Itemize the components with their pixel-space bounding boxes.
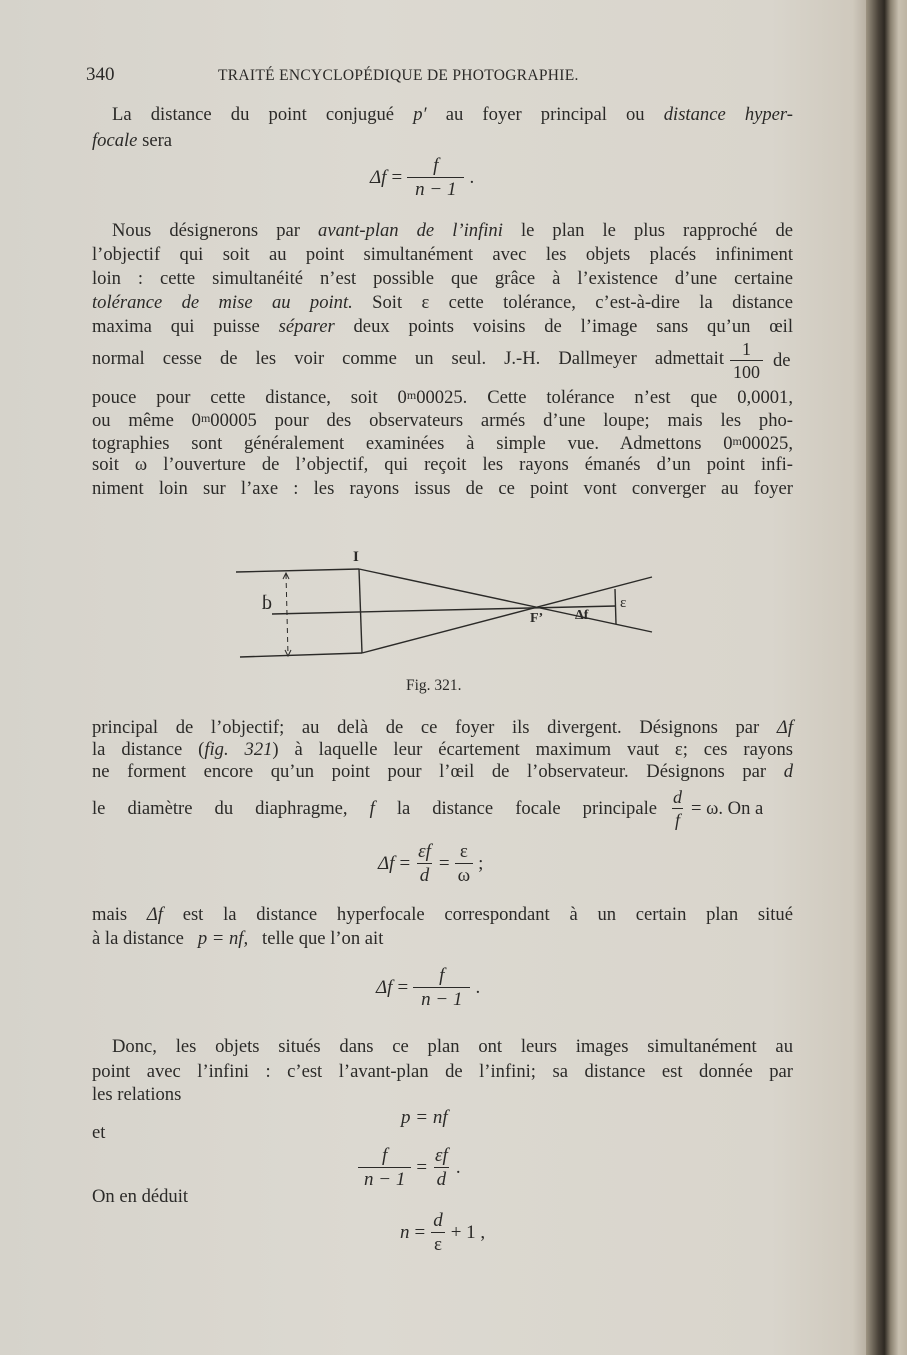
converging-ray-lower: [362, 577, 652, 653]
text-run: 00005 pour des observateurs armés d’une loupe; mais les pho-: [210, 410, 793, 431]
text-run: la distance focale principale: [374, 798, 657, 819]
numerator: 1: [742, 339, 751, 359]
page-edge-shadow: [866, 0, 907, 1355]
diameter-arrow: [286, 574, 288, 655]
lens-line: [359, 569, 362, 653]
formula-lhs: Δf: [370, 166, 387, 188]
lower-ray: [240, 653, 362, 657]
numerator: f: [433, 155, 439, 176]
formula-lhs: Δf: [378, 852, 395, 874]
label-diameter: d: [262, 592, 272, 614]
text-run: Nous désignerons par: [112, 220, 319, 241]
text-run: ou même 0: [92, 410, 201, 431]
formula-equals: =: [416, 1156, 428, 1178]
text-run: telle que l’on ait: [248, 928, 384, 949]
text-run: de: [773, 349, 791, 371]
text-run: = ω. On a: [691, 797, 764, 819]
label-lens: I: [353, 549, 359, 565]
figure-caption: Fig. 321.: [406, 677, 462, 694]
denominator: d: [417, 863, 433, 885]
text-run: l’objectif qui soit au point simultanément avec les objets placés infiniment: [92, 244, 793, 265]
text-line: [92, 1061, 793, 1083]
text-line: [92, 454, 793, 476]
fraction: [407, 156, 464, 199]
converging-ray-upper: [359, 569, 652, 632]
text-run: principal de l’objectif; au delà de ce foyer ils divergent. Désignons par: [92, 717, 777, 738]
fraction-inline: [730, 340, 791, 381]
formula-n: [400, 1211, 485, 1254]
text-run: p′: [413, 104, 427, 125]
formula-lhs: n: [400, 1221, 410, 1243]
text-run: Δf: [146, 904, 163, 925]
text-run: Soit ε cette tolérance, c’est-à-dire la distance: [352, 292, 793, 313]
text-line: [92, 407, 793, 429]
epsilon-bar: [615, 589, 616, 624]
numerator: f: [382, 1145, 388, 1166]
text-run: avant-plan de l’infini: [318, 220, 503, 241]
text-run: normal cesse de les voir comme un seul. J.-H. Dallmeyer admettait: [92, 348, 724, 369]
text-line: [92, 130, 172, 152]
text-run: f: [369, 798, 375, 819]
text-line: [92, 430, 793, 452]
formula-p-nf: p = nf: [401, 1107, 448, 1128]
text-run: tolérance de mise au point.: [92, 292, 353, 313]
numerator: d: [433, 1210, 443, 1231]
text-run: deux points voisins de l’image sans qu’un œil: [334, 316, 793, 337]
text-line: [112, 1036, 793, 1058]
text-run: au foyer principal ou: [426, 104, 664, 125]
text-line: [112, 220, 793, 242]
formula-relation: [358, 1146, 461, 1189]
numerator: εf: [418, 841, 431, 862]
text-line: [92, 268, 793, 290]
fraction: [430, 1211, 446, 1254]
text-run: la distance (: [92, 739, 205, 760]
text-line: On en déduit: [92, 1186, 189, 1207]
numerator: f: [439, 965, 445, 986]
numerator: d: [673, 787, 682, 807]
text-run: séparer: [278, 316, 335, 337]
formula-equals: =: [397, 976, 409, 998]
text-line: [92, 478, 793, 500]
running-title: TRAITÉ ENCYCLOPÉDIQUE DE PHOTOGRAPHIE.: [218, 67, 579, 84]
text-run: est la distance hyperfocale correspondant à un certain plan situé: [162, 904, 793, 925]
text-run: les relations: [92, 1084, 182, 1105]
denominator: n − 1: [413, 987, 470, 1009]
text-run: focale: [92, 130, 138, 151]
numerator: εf: [435, 1145, 448, 1166]
text-run: le diamètre du diaphragme,: [92, 798, 370, 819]
denominator: d: [434, 1167, 450, 1189]
text-run: tographies sont généralement examinées à simple vue. Admettons 0: [92, 433, 733, 454]
text-run: sera: [137, 130, 173, 151]
text-run: m: [732, 434, 742, 448]
formula-equals: =: [391, 166, 403, 188]
denominator: ε: [431, 1232, 445, 1254]
text-run: p = nf,: [197, 928, 249, 949]
text-run: d: [783, 761, 793, 782]
text-line: [92, 244, 793, 266]
label-focus: F’: [530, 611, 544, 626]
text-line: et: [92, 1122, 106, 1143]
formula-lhs: Δf: [376, 976, 393, 998]
text-run: m: [406, 388, 417, 402]
formula-end: .: [469, 166, 475, 188]
formula-delta-f: [378, 842, 483, 885]
text-line: [92, 739, 793, 761]
text-line: [92, 761, 793, 783]
formula-end: .: [455, 1156, 461, 1178]
figure-321: [220, 545, 670, 700]
text-run: ne forment encore qu’un point pour l’œil de l’observateur. Désignons par: [92, 761, 784, 782]
text-line: [92, 348, 724, 370]
denominator: n − 1: [358, 1167, 411, 1189]
text-run: 00025. Cette tolérance n’est que 0,0001,: [416, 387, 793, 408]
denominator: n − 1: [407, 177, 464, 199]
text-line: [92, 928, 383, 950]
text-run: Donc, les objets situés dans ce plan ont leurs images simultanément au: [112, 1036, 793, 1057]
text-run: La distance du point conjugué: [112, 104, 414, 125]
formula-equals: =: [438, 852, 450, 874]
text-run: loin : cette simultanéité n’est possible que grâce à l’existence d’une certaine: [92, 268, 793, 289]
text-line: [92, 292, 793, 314]
fraction: [670, 788, 685, 829]
text-run: le plan le plus rapproché de: [502, 220, 793, 241]
text-line: [92, 798, 657, 820]
upper-ray: [236, 569, 359, 572]
text-line: [92, 717, 793, 739]
label-delta-f: Δf: [575, 608, 589, 623]
fraction: [413, 966, 470, 1009]
fraction: [358, 1146, 411, 1189]
fraction: [432, 1146, 451, 1189]
formula-hyperfocal: [370, 156, 474, 199]
text-run: soit ω l’ouverture de l’objectif, qui reçoit les rayons émanés d’un point infi-: [92, 454, 793, 475]
denominator: f: [672, 808, 683, 829]
denominator: ω: [455, 863, 474, 885]
formula-end: .: [475, 976, 481, 998]
numerator: ε: [459, 841, 468, 862]
fraction: [415, 842, 434, 885]
text-run: pouce pour cette distance, soit 0: [92, 387, 407, 408]
formula-equals: =: [399, 852, 411, 874]
label-epsilon: ε: [620, 595, 627, 611]
text-run: niment loin sur l’axe : les rayons issus de ce point vont converger au foyer: [92, 478, 793, 499]
text-run: à la distance: [92, 928, 198, 949]
formula-end: ;: [478, 852, 484, 874]
text-run: point avec l’infini : c’est l’avant-plan de l’infini; sa distance est donnée par: [92, 1061, 793, 1082]
fraction: [455, 842, 474, 885]
formula-rest: + 1 ,: [450, 1221, 486, 1243]
text-line: [92, 316, 793, 338]
text-run: Δf: [776, 717, 793, 738]
text-line: [92, 1084, 181, 1106]
text-run: 00025,: [741, 433, 793, 454]
text-run: mais: [92, 904, 147, 925]
text-line: [112, 104, 793, 126]
denominator: 100: [730, 360, 763, 381]
text-run: distance hyper-: [663, 104, 793, 125]
formula-equals: =: [414, 1221, 426, 1243]
text-run: m: [200, 411, 211, 425]
fraction: [730, 340, 763, 381]
page-number: 340: [86, 64, 115, 85]
fraction-inline: [670, 788, 763, 829]
text-line: [92, 384, 793, 406]
text-run: ) à laquelle leur écartement maximum vaut ε; ces rayons: [272, 739, 793, 760]
text-line: [92, 904, 793, 926]
text-run: maxima qui puisse: [92, 316, 279, 337]
formula-hyperfocal-2: [376, 966, 480, 1009]
text-run: fig. 321: [204, 739, 273, 760]
